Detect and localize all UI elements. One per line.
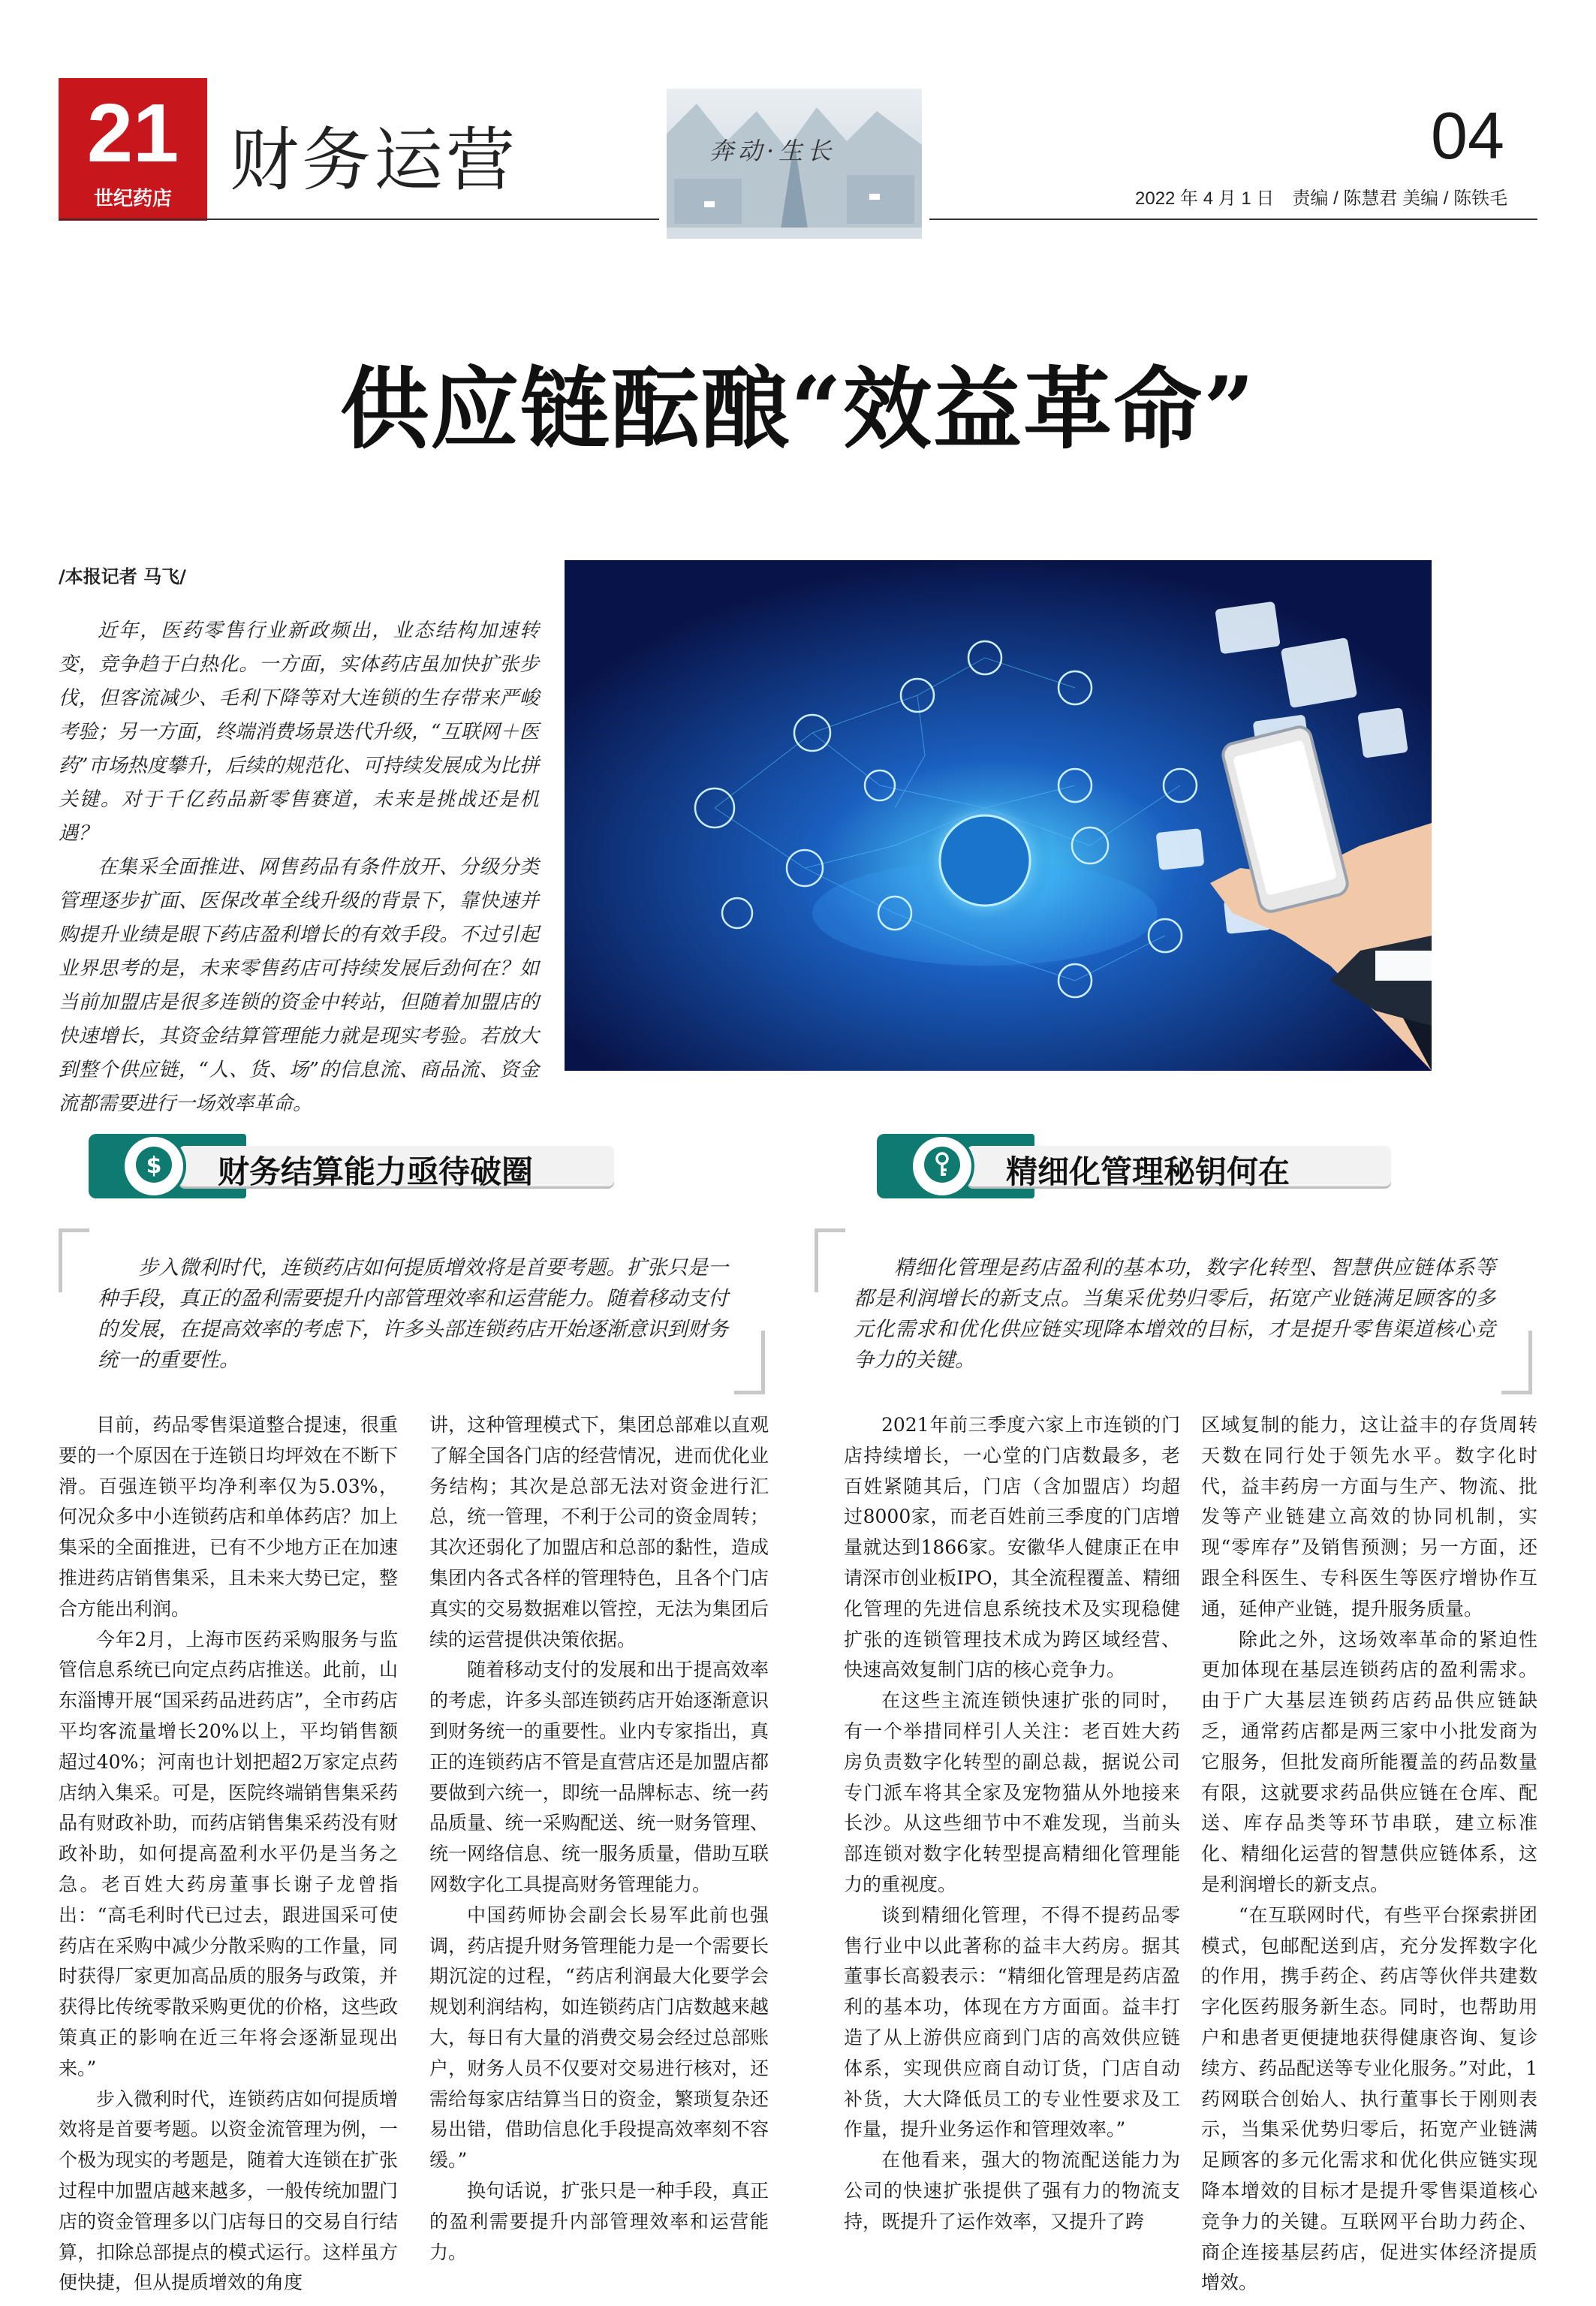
section-title-finance: 财务结算能力亟待破圈 [218,1153,534,1190]
body-paragraph: 在这些主流连锁快速扩张的同时，有一个举措同样引人关注：老百姓大药房负责数字化转型的副总裁，据说公司专门派车将其全家及宠物猫从外地接来长沙。从这些细节中不难发现，当前头部连锁对数字化转型提高精细化管理能力的重视度。 [844,1690,1180,1895]
body-paragraph: 在他看来，强大的物流配送能力为公司的快速扩张提供了强有力的物流支持，既提升了运作效率，又提升了跨 [844,2149,1180,2232]
svg-text:$: $ [146,1153,162,1179]
heading-badge [122,1134,186,1198]
lead-paragraph: 在集采全面推进、网售药品有条件放开、分级分类管理逐步扩面、医保改革全线升级的背景下，靠快速并购提升业绩是眼下药店盈利增长的有效手段。不过引起业界思考的是，未来零售药店可持续发展后劲何在？如当前加盟店是很多连锁的资金中转站，但随着加盟店的快速增长，其资金结算管理能力就是现实考验。若放大到整个供应链，“人、货、场”的信息流、商品流、资金流都需要进行一场效率革命。 [59,856,539,1115]
hero-illustration [565,560,1432,1071]
section-heading-finance [89,1134,614,1198]
section-title: 财务运营 [230,120,519,200]
body-paragraph: 今年2月，上海市医药采购服务与监管信息系统已向定点药店推送。此前，山东淄博开展“国采药品进药店”，全市药店平均客流量增长20%以上，平均销售额超过40%；河南也计划把超2万家定点药店纳入集采。可是，医院终端销售集采药品有财政补助，而药店销售集采药没有财政补助，如何提高盈利水平仍是当务之急。老百姓大药房董事长谢子龙曾指出：“高毛利时代已过去，跟进国采可使药店在采购中减少分散采购的工作量，同时获得厂家更加高品质的服务与政策，并获得比传统零散采购更优的价格，这些政策真正的影响在近三年将会逐渐显现出来。” [59,1628,398,2079]
summary-text: 步入微利时代，连锁药店如何提质增效将是首要考题。扩张只是一种手段，真正的盈利需要提升内部管理效率和运营能力。随着移动支付的发展，在提高效率的考虑下，许多头部连锁药店开始逐渐意识到财务统一的重要性。 [98,1256,728,1372]
page-number: 04 [1431,98,1504,173]
quote-bracket-open [815,1228,845,1292]
section2-summary [854,1252,1495,1376]
body-paragraph: 2021年前三季度六家上市连锁的门店持续增长，一心堂的门店数最多，老百姓紧随其后，门店（含加盟店）均超过8000家，而老百姓前三季度的门店增量就达到1866家。安徽华人健康正在申请深市创业板IPO，其全流程覆盖、精细化管理的先进信息系统技术及实现稳健扩张的连锁管理技术成为跨区域经营、快速高效复制门店的核心竞争力。 [844,1414,1180,1681]
body-paragraph: 谈到精细化管理，不得不提药品零售行业中以此著称的益丰大药房。据其董事长高毅表示：“精细化管理是药店盈利的基本功，体现在方方面面。益丰打造了从上游供应商到门店的高效供应链体系，实现供应商自动订货，门店自动补货，大大降低员工的专业性要求及工作量，提升业务运作和管理效率。” [844,1904,1180,2141]
lead-paragraphs [59,614,539,1121]
summary-text: 精细化管理是药店盈利的基本功，数字化转型、智慧供应链体系等都是利润增长的新支点。当集采优势归零后，拓宽产业链满足顾客的多元化需求和优化供应链实现降本增效的目标，才是提升零售渠道核心竞争力的关键。 [854,1256,1495,1372]
body-paragraph: 换句话说，扩张只是一种手段，真正的盈利需要提升内部管理效率和运营能力。 [429,2179,769,2263]
body-column-1 [59,1410,398,2298]
heading-badge [910,1134,974,1198]
body-paragraph: 讲，这种管理模式下，集团总部难以直观了解全国各门店的经营情况，进而优化业务结构；其次是总部无法对资金进行汇总，统一管理，不利于公司的资金周转；其次还弱化了加盟店和总部的黏性，造成集团内各式各样的管理特色，且各个门店真实的交易数据难以管控，无法为集团后续的运营提供决策依据。 [429,1414,769,1650]
body-paragraph: 步入微利时代，连锁药店如何提质增效将是首要考题。以资金流管理为例，一个极为现实的考题是，随着大连锁在扩张过程中加盟店越来越多，一般传统加盟门店的资金管理多以门店每日的交易自行结算，扣除总部提点的模式运行。这样虽方便快捷，但从提质增效的角度 [59,2087,398,2294]
section1-summary [98,1252,728,1376]
header-rule-right [929,219,1537,220]
logo-number: 21 [86,87,179,179]
body-paragraph: 除此之外，这场效率革命的紧迫性更加体现在基层连锁药店的盈利需求。由于广大基层连锁药店药品供应链缺乏，通常药店都是两三家中小批发商为它服务，但批发商所能覆盖的药品数量有限，这就要求药品供应链在仓库、配送、库存品类等环节串联，建立标准化、精细化运营的智慧供应链体系，这是利润增长的新支点。 [1201,1628,1537,1895]
quote-bracket-close [1501,1331,1532,1394]
section-heading-management [877,1134,1402,1198]
banner-text: 奔动·生长 [709,137,836,165]
newspaper-logo [59,78,207,221]
body-column-3 [844,1410,1180,2238]
dollar-icon [134,1144,174,1188]
quote-bracket-open [59,1228,89,1292]
section-title-management: 精细化管理秘钥何在 [1006,1153,1290,1190]
date-editor-line: 2022 年 4 月 1 日 责编 / 陈慧君 美编 / 陈铁毛 [1135,188,1508,209]
key-icon [922,1144,962,1188]
quote-bracket-close [734,1331,765,1394]
body-paragraph: 随着移动支付的发展和出于提高效率的考虑，许多头部连锁药店开始逐渐意识到财务统一的重要性。业内专家指出，真正的连锁药店不管是直营店还是加盟店都要做到六统一，即统一品牌标志、统一药品质量、统一采购配送、统一财务管理、统一网络信息、统一服务质量，借助互联网数字化工具提高财务管理能力。 [429,1659,769,1895]
body-paragraph: 中国药师协会副会长易军此前也强调，药店提升财务管理能力是一个需要长期沉淀的过程，“药店利润最大化要学会规划利润结构，如连锁药店门店数越来越大，每日有大量的消费交易会经过总部账户，财务人员不仅要对交易进行核对，还需给每家店结算当日的资金，繁琐复杂还易出错，借助信息化手段提高效率刻不容缓。” [429,1904,769,2172]
body-paragraph: “在互联网时代，有些平台探索拼团模式，包邮配送到店，充分发挥数字化的作用，携手药企、药店等伙伴共建数字化医药服务新生态。同时，也帮助用户和患者更便捷地获得健康咨询、复诊续方、药品配送等专业化服务。”对此，1药网联合创始人、执行董事长于刚则表示，当集采优势归零后，拓宽产业链满足顾客的多元化需求和优化供应链实现降本增效的目标才是提升零售渠道核心竞争力的关键。互联网平台助力药企、商企连接基层药店，促进实体经济提质增效。 [1201,1904,1537,2294]
byline: /本报记者 马飞/ [59,566,186,587]
body-column-4 [1201,1410,1537,2298]
header-rule-left [59,219,659,220]
body-column-2 [429,1410,769,2268]
lead-paragraph: 近年，医药零售行业新政频出，业态结构加速转变，竞争趋于白热化。一方面，实体药店虽加快扩张步伐，但客流减少、毛利下降等对大连锁的生存带来严峻考验；另一方面，终端消费场景迭代升级，“互联网＋医药”市场热度攀升，后续的规范化、可持续发展成为比拼关键。对于千亿药品新零售赛道，未来是挑战还是机遇？ [59,619,539,845]
logo-text: 世纪药店 [93,188,172,210]
article-headline: 供应链酝酿“效益革命” [340,357,1256,461]
body-paragraph: 区域复制的能力，这让益丰的存货周转天数在同行处于领先水平。数字化时代，益丰药房一方面与生产、物流、批发等产业链建立高效的协同机制，实现“零库存”及销售预测；另一方面，还跟全科医生、专科医生等医疗增协作互通，延伸产业链，提升服务质量。 [1201,1414,1537,1620]
body-paragraph: 目前，药品零售渠道整合提速，很重要的一个原因在于连锁日均坪效在不断下滑。百强连锁平均净利率仅为5.03%，何况众多中小连锁药店和单体药店？加上集采的全面推进，已有不少地方正在加速推进药店销售集采，且未来大势已定，整合方能出利润。 [59,1414,398,1620]
